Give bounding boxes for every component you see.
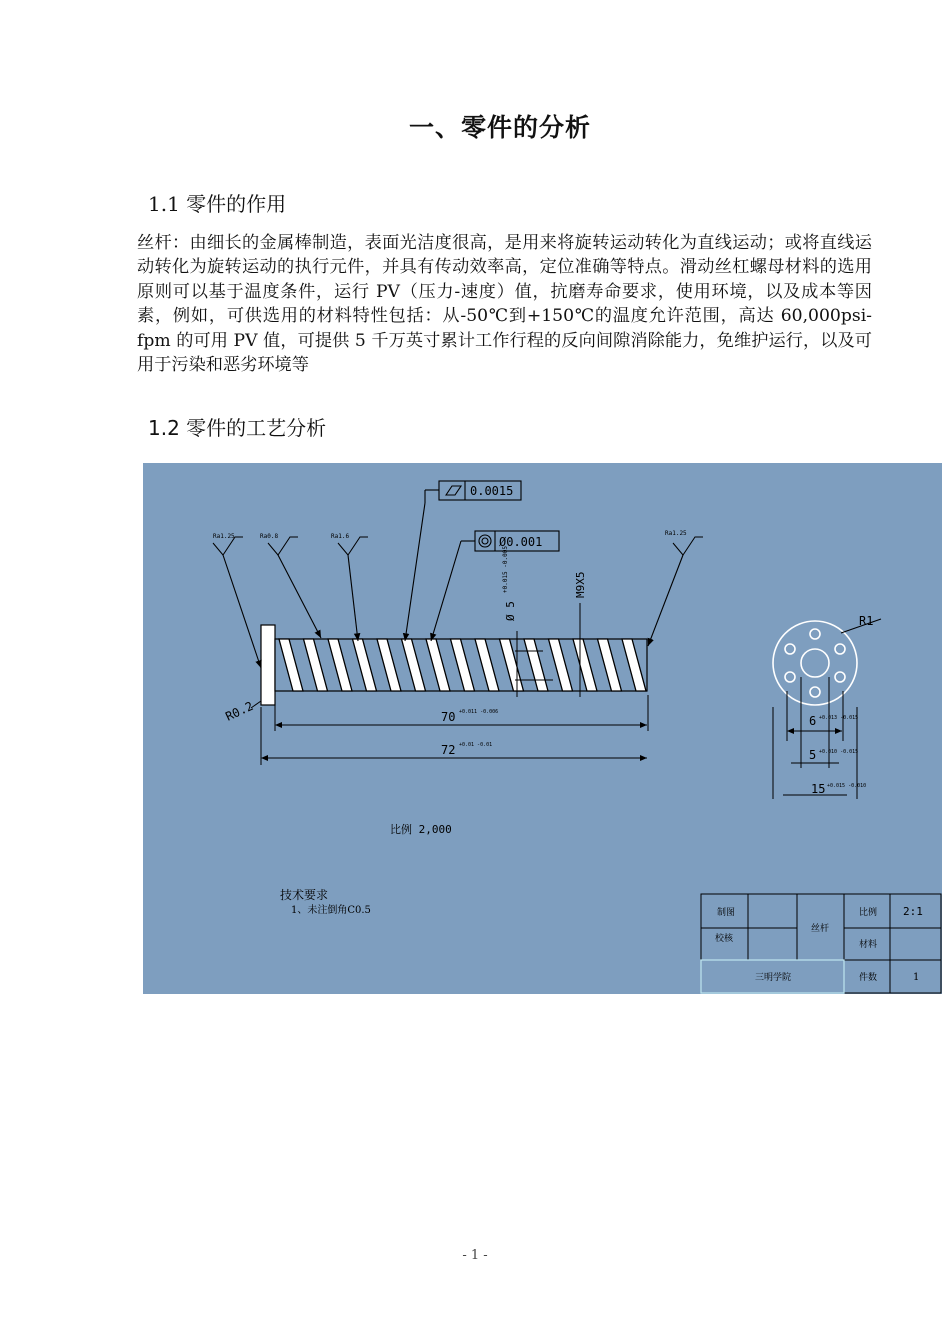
thread-dimension: M9X5 bbox=[574, 571, 587, 598]
dim-6-tolerance: +0.013 -0.015 bbox=[819, 715, 859, 721]
diameter-tolerance: +0.015 -0.005 bbox=[502, 546, 509, 593]
tb-draw-label: 制图 bbox=[717, 908, 736, 918]
length-72-tolerance: +0.01 -0.01 bbox=[459, 742, 493, 748]
section-heading-1-2: 1.2 零件的工艺分析 bbox=[148, 416, 327, 440]
tb-scale-label: 比例 bbox=[859, 908, 878, 918]
length-70-tolerance: +0.011 -0.006 bbox=[459, 709, 499, 715]
page-title: 一、零件的分析 bbox=[408, 113, 591, 142]
radius-dimension: R0.2 bbox=[223, 698, 256, 724]
diameter-dimension: Ø 5 bbox=[504, 601, 517, 621]
length-70-dimension: 70 bbox=[441, 710, 456, 724]
tb-scale-value: 2:1 bbox=[903, 905, 923, 918]
flange-end-view bbox=[773, 621, 857, 705]
page-number: - 1 - bbox=[462, 1248, 488, 1263]
dim-5: 5 bbox=[809, 748, 817, 762]
dim-6: 6 bbox=[809, 714, 817, 728]
tech-requirements-item: 1、未注倒角C0.5 bbox=[291, 905, 371, 916]
flatness-tolerance: 0.0015 bbox=[470, 484, 514, 498]
tech-requirements-title: 技术要求 bbox=[280, 888, 329, 902]
dim-15-tolerance: +0.015 -0.010 bbox=[827, 783, 867, 789]
tb-material-label: 材料 bbox=[859, 940, 878, 950]
section-heading-1-1: 1.1 零件的作用 bbox=[148, 192, 287, 216]
roughness-label: Ra0.8 bbox=[260, 533, 279, 540]
length-72-dimension: 72 bbox=[441, 743, 456, 757]
dim-5-tolerance: +0.010 -0.015 bbox=[819, 749, 859, 755]
engineering-drawing bbox=[143, 463, 942, 994]
scale-note: 比例 2,000 bbox=[390, 823, 452, 836]
lead-screw-shape bbox=[261, 625, 647, 705]
dim-15: 15 bbox=[811, 782, 826, 796]
tb-check-label: 校核 bbox=[715, 934, 734, 944]
tb-count-label: 件数 bbox=[859, 973, 878, 983]
roughness-label: Ra1.25 bbox=[665, 530, 687, 537]
tb-count-value: 1 bbox=[913, 972, 920, 983]
tb-part-name: 丝杆 bbox=[811, 924, 830, 934]
r1-dimension: R1 bbox=[859, 614, 874, 628]
tb-school: 三明学院 bbox=[755, 973, 792, 983]
concentricity-tolerance: Ø0.001 bbox=[499, 535, 543, 549]
roughness-label: Ra1.6 bbox=[331, 533, 350, 540]
roughness-label: Ra1.25 bbox=[213, 533, 235, 540]
section-paragraph: 丝杆：由细长的金属棒制造，表面光洁度很高，是用来将旋转运动转化为直线运动；或将直线运动转化为旋转运动的执行元件，并具有传动效率高，定位准确等特点。滑动丝杠螺母材料的选用原则可以基于温度条件，运行 PV（压力-速度）值，抗磨寿命要求，使用环境，以及成本等因素，例如，可供选用的材料特性包括：从-50℃到+150℃的温度允许范围，高达 60,000psi-fpm 的可用 PV 值，可提供 5 千万英寸累计工作行程的反向间隙消除能力，免维护运行，以及可用于污染和恶劣环境等 bbox=[137, 233, 872, 376]
